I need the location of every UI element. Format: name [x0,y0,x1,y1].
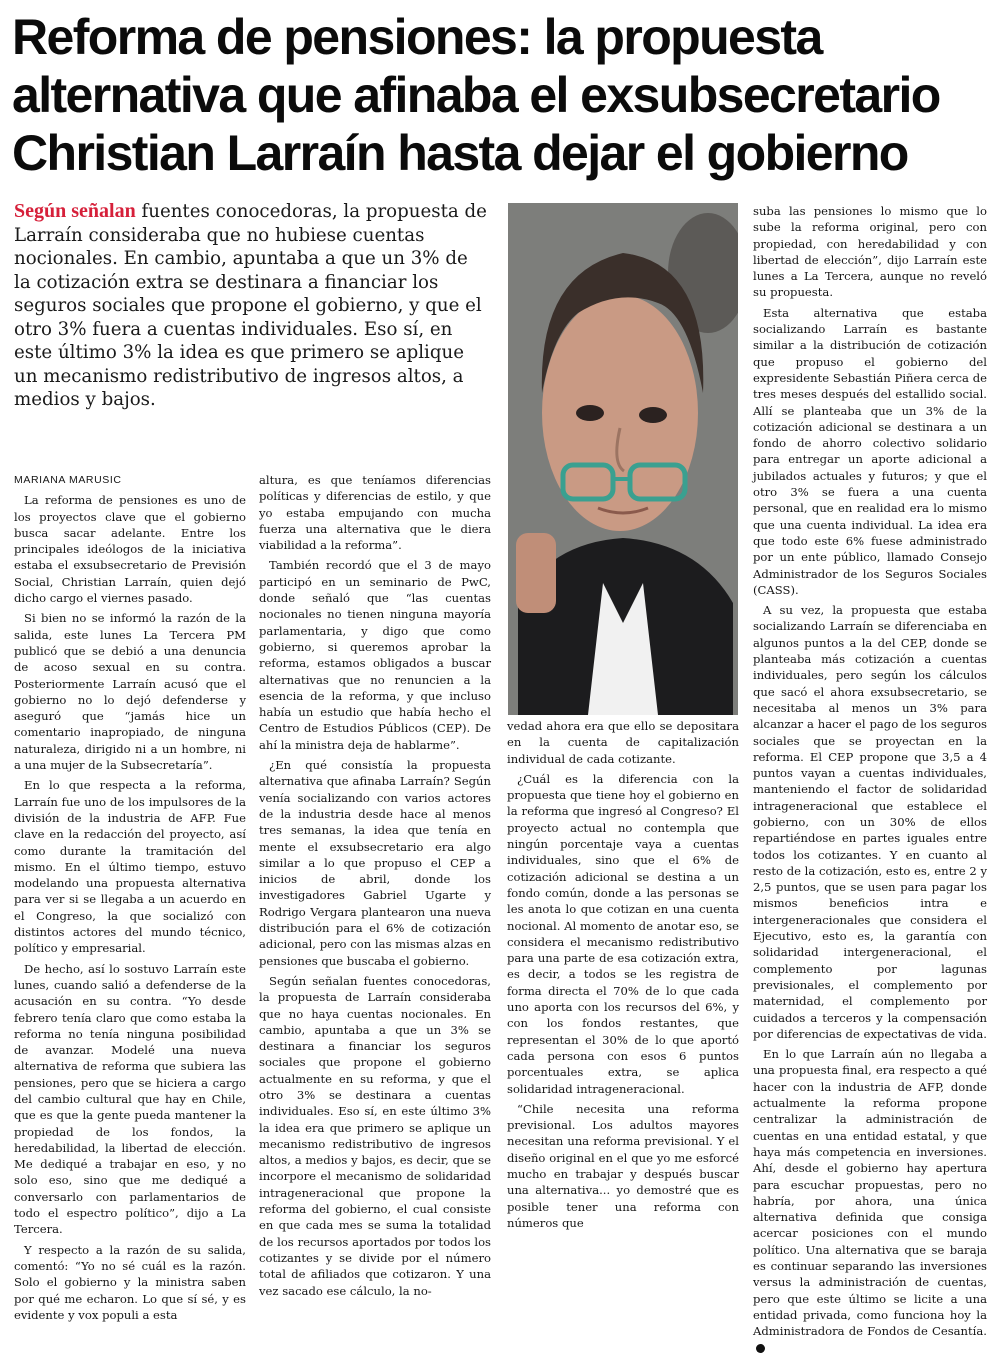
byline: MARIANA MARUSIC [14,474,122,486]
paragraph: En lo que respecta a la reforma, Larraín fue uno de los impulsores de la división de la industria de AFP. Fue clave en la redacción del proyecto, así como durante la tramitación del mismo. En el último tiempo, estuvo modelando una propuesta alternativa para ver si se llegaba a un acuerdo en el Congreso, la que socializó con distintos actores del mundo técnico, político y empresarial. [14,778,246,956]
paragraph: A su vez, la propuesta que estaba socializando Larraín se diferenciaba en algunos puntos a la del CEP, donde se planteaba más cotización a cuentas individuales, pero según los cálculos que sacó el ahora exsubsecretario, se necesitaba al menos un 3% para alcanzar a hacer el pago de los seguros sociales que se proyectan en la reforma. El CEP propone que 3,5 a 4 puntos vayan a cuentas individuales, manteniendo el factor de solidaridad intrageneracional que establece el gobierno, con un 30% de ellos repartiéndose en partes iguales entre todos los cotizantes. Y en cuanto al resto de la cotización, esto es, entre 2 y 2,5 puntos, que se usen para pagar los mismos beneficios intra e intergeneracionales que considera el Ejecutivo, esto es, la garantía con solidaridad intergeneracional, el complemento por lagunas previsionales, el complemento por maternidad, el complemento por cuidados a terceros y la compensación por diferencias de expectativas de vida. [753,603,987,1041]
paragraph-final [753,1046,987,1356]
paragraph: ¿En qué consistía la propuesta alternativa que afinaba Larraín? Según venía socializando con varios actores de la industria desde hace al menos tres semanas, la idea que tenía en mente el exsubsecretario era algo similar a lo que propuso el CEP a inicios de abril, donde los investigadores Gabriel Ugarte y Rodrigo Vergara plantearon una nueva distribución para el 6% de cotización adicional, pero con las mismas alzas en pensiones que buscaba el gobierno. [259,758,491,968]
paragraph: altura, es que teníamos diferencias políticas y diferencias de estilo, y que yo estaba empujando con mucha fuerza una alternativa que le diera viabilidad a la reforma”. [259,473,491,553]
paragraph: También recordó que el 3 de mayo participó en un seminario de PwC, donde señaló que “las cuentas nocionales no tienen ninguna mayoría parlamentaria, y digo que como gobierno, si queremos aprobar la reforma, estamos obligados a buscar alternativas que no renuncien a la esencia de la reforma, y que incluso había un estudio que había hecho el Centro de Estudios Públicos (CEP). De ahí la ministra deja de hablarme”. [259,558,491,752]
lede-text: fuentes conocedoras, la propuesta de Larraín consideraba que no hubiese cuentas nocionales. En cambio, apuntaba a que un 3% de la cotización extra se destinara a financiar los seguros sociales que propone el gobierno, y que el otro 3% fuera a cuentas individuales. Eso sí, en este último 3% la idea es que primero se aplique un mecanismo redistributivo de ingresos altos, a medios y bajos. [14,201,487,410]
paragraph: Y respecto a la razón de su salida, comentó: “Yo no sé cuál es la razón. Solo el gobierno y la ministra saben por qué me echaron. Lo que sí sé, y es evidente y vox populi a esta [14,1242,246,1322]
article-column-1 [14,472,246,1327]
lede-kicker: Según señalan [14,200,136,222]
paragraph: vedad ahora era que ello se depositara en la cuenta de capitalización individual de cada cotizante. [507,719,739,766]
lede [14,200,490,412]
paragraph: ¿Cuál es la diferencia con la propuesta que tiene hoy el gobierno en la reforma que ingresó al Congreso? El proyecto actual no contempla que ningún porcentaje vaya a cuentas individuales, sino que el 6% de cotización adicional se destina a un fondo común, donde a las personas se les anota lo que cotizan en una cuenta nocional. Al momento de anotar eso, se considera el mecanismo redistributivo para una parte de esa cotización extra, es decir, a todos se les registra de forma directa el 70% de lo que cada uno aporta con los recursos del 6%, y con los fondos restantes, que representan el 30% de lo que aportó cada persona con esos 6 puntos porcentuales extra, se aplica solidaridad intrageneracional. [507,771,739,1096]
paragraph: “Chile necesita una reforma previsional. Los adultos mayores necesitan una reforma previsional. Y el diseño original en el que yo me esforcé mucho en trabajar y después buscar una alternativa... yo demostré que es posible tener una reforma con números que [507,1101,739,1230]
headline: Reforma de pensiones: la propuesta alternativa que afinaba el exsubsecretario Christian Larraín hasta dejar el gobierno [12,9,940,181]
end-of-article-icon [756,1344,765,1353]
portrait-photo [508,203,738,715]
paragraph-final-text: En lo que Larraín aún no llegaba a una propuesta final, era respecto a qué hacer con la industria de AFP, donde actualmente la reforma propone centralizar la administración de cuentas en una entidad estatal, y que haya más competencia en inversiones. Ahí, desde el gobierno hay apertura para escuchar propuestas, pero no habría, por ahora, una única alternativa definida que consiga acercar posiciones con el mundo político. Una alternativa que se baraja es continuar separando las inversiones versus la administración de cuentas, pero que este último se licite a una entidad privada, como funciona hoy la Administradora de Fondos de Cesantía. [753,1047,987,1339]
paragraph: suba las pensiones lo mismo que lo sube la reforma original, pero con propiedad, con heredabilidad y con libertad de elección”, dijo Larraín este lunes a La Tercera, aunque no reveló su propuesta. [753,204,987,300]
article-column-4 [753,203,987,1360]
paragraph: De hecho, así lo sostuvo Larraín este lunes, cuando salió a defenderse de la acusación en su contra. “Yo desde febrero tenía claro que como estaba la reforma no tenía ninguna posibilidad de avanzar. Modelé una nueva alternativa de reforma que subiera las pensiones, pero que se hiciera a cargo del cambio cultural que hay en Chile, que es que la gente pueda mantener la propiedad de los fondos, la heredabilidad, la libertad de elección. Me dediqué a trabajar en eso, y no solo eso, sino que me dediqué a conversarlo con parlamentarios de todo el espectro político”, dijo a La Tercera. [14,961,246,1237]
article-column-3 [507,718,739,1235]
paragraph: La reforma de pensiones es uno de los proyectos clave que el gobierno busca sacar adelante. Entre los principales ideólogos de la iniciativa estaba el exsubsecretario de Previsión Social, Christian Larraín, quien dejó dicho cargo el viernes pasado. [14,493,246,606]
paragraph: Esta alternativa que estaba socializando Larraín es bastante similar a la distribución de cotización que propuso el gobierno del expresidente Sebastián Piñera cerca de tres meses después del estallido social. Allí se planteaba que un 3% de la cotización adicional se destinara a un fondo de ahorro colectivo solidario para entregar un aporte adicional a jubilados actuales y futuros; y que el otro 3% se fuera a una cuenta personal, que en realidad era lo mismo que una cuenta individual. La idea era que todo este 6% fuese administrado por un ente público, llamado Consejo Administrador de los Seguros Sociales (CASS). [753,305,987,597]
paragraph: Según señalan fuentes conocedoras, la propuesta de Larraín consideraba que no haya cuentas nocionales. En cambio, apuntaba a que un 3% se destinara a financiar los seguros sociales que propone el gobierno actualmente en su reforma, y que el otro 3% se destinara a cuentas individuales. Eso sí, en este último 3% la idea era que primero se aplique un mecanismo redistributivo de ingresos altos, a medios y bajos, es decir, que se incorpore el mecanismo de solidaridad intrageneracional que propone la reforma del gobierno, el cual consiste en que cada mes se suma la totalidad de los recursos aportados por todos los cotizantes y se divide por el número total de afiliados que cotizaron. Y una vez sacado ese cálculo, la no- [259,973,491,1298]
paragraph: Si bien no se informó la razón de la salida, este lunes La Tercera PM publicó que se debió a una denuncia de acoso sexual en su contra. Posteriormente Larraín acusó que el gobierno no lo dejó defenderse y aseguró que “jamás hice un comentario inapropiado, de ninguna naturaleza, dirigido ni a un hombre, ni a una mujer de la Subsecretaría”. [14,611,246,773]
portrait-illustration [508,203,738,715]
article-column-2 [259,472,491,1303]
